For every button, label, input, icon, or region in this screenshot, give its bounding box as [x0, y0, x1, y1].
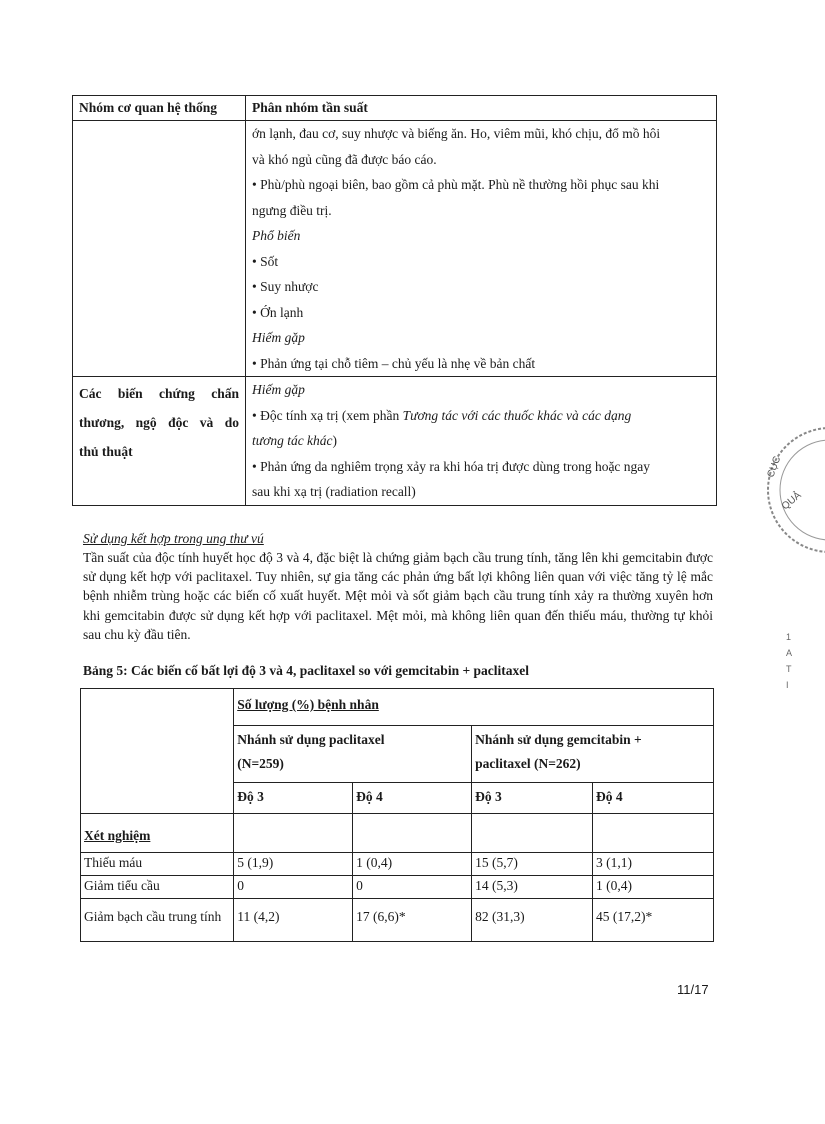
list-item: • Sốt — [252, 253, 279, 269]
table-title: Bảng 5: Các biến cố bất lợi độ 3 và 4, paclitaxel so với gemcitabin + paclitaxel — [83, 663, 530, 678]
grade-header: Độ 4 — [593, 783, 714, 814]
list-item: • Phản ứng tại chỗ tiêm – chủ yếu là nhẹ về bản chất — [252, 355, 536, 371]
list-item: • Ớn lạnh — [252, 304, 304, 320]
frequency-cell — [246, 121, 717, 377]
adverse-reactions-table — [72, 95, 717, 506]
frequency-label-common: Phổ biến — [252, 228, 301, 243]
stamp-text: CỤC — [765, 454, 784, 480]
grade-header: Độ 3 — [472, 783, 593, 814]
row-label: Giảm bạch cầu trung tính — [81, 899, 234, 942]
list-item — [252, 403, 710, 429]
stamp-inner-ring — [780, 440, 825, 540]
row-label: Thiếu máu — [81, 853, 234, 876]
value-cell: 17 (6,6)* — [353, 899, 472, 942]
value-cell: 3 (1,1) — [593, 853, 714, 876]
arm-combination-header — [472, 726, 714, 783]
table-row — [81, 853, 714, 876]
value-cell: 82 (31,3) — [472, 899, 593, 942]
table-row — [81, 899, 714, 942]
empty-cell — [234, 814, 353, 853]
margin-mark: T — [786, 664, 792, 674]
value-cell: 0 — [234, 876, 353, 899]
grade-header: Độ 4 — [353, 783, 472, 814]
table-row — [81, 876, 714, 899]
cell-line: ớn lạnh, đau cơ, suy nhược và biếng ăn. Ho, viêm mũi, khó chịu, đổ mồ hôi — [252, 126, 661, 141]
page-number: 11/17 — [677, 982, 709, 997]
arm-line: (N=259) — [237, 756, 284, 771]
row-label: Giảm tiểu cầu — [81, 876, 234, 899]
system-organ-class-cell — [73, 377, 246, 506]
group-line: thủ thuật — [79, 444, 133, 459]
margin-mark: I — [786, 680, 789, 690]
cell-line: ngưng điều trị. — [252, 202, 332, 218]
value-cell: 5 (1,9) — [234, 853, 353, 876]
table-row — [73, 377, 717, 506]
patients-header: Số lượng (%) bệnh nhân — [234, 689, 714, 726]
arm-line: Nhánh sử dụng paclitaxel — [237, 732, 385, 747]
cross-reference: tương tác khác — [252, 433, 333, 448]
list-item: • Suy nhược — [252, 279, 319, 294]
margin-mark: A — [786, 648, 793, 658]
empty-cell — [472, 814, 593, 853]
text-run: ) — [332, 433, 338, 448]
value-cell: 15 (5,7) — [472, 853, 593, 876]
empty-cell — [593, 814, 714, 853]
text-run: • Độc tính xạ trị (xem phần — [252, 407, 403, 423]
group-line: thương, ngộ độc và do — [79, 415, 239, 430]
frequency-label-rare: Hiếm gặp — [252, 382, 305, 397]
list-item-continued: sau khi xạ trị (radiation recall) — [252, 484, 416, 499]
value-cell: 1 (0,4) — [593, 876, 714, 899]
cross-reference: Tương tác với các thuốc khác và các dạng — [402, 407, 632, 423]
value-cell: 45 (17,2)* — [593, 899, 714, 942]
group-line: Các biến chứng chấn — [79, 386, 239, 401]
header-frequency-group: Phân nhóm tần suất — [246, 96, 717, 121]
official-stamp — [755, 420, 825, 560]
arm-line: Nhánh sử dụng gemcitabin + — [475, 732, 642, 747]
section-title: Sử dụng kết hợp trong ung thư vú — [83, 531, 264, 546]
empty-cell — [353, 814, 472, 853]
arm-paclitaxel-header — [234, 726, 472, 783]
value-cell: 14 (5,3) — [472, 876, 593, 899]
grade-header: Độ 3 — [234, 783, 353, 814]
value-cell: 0 — [353, 876, 472, 899]
frequency-label-rare: Hiếm gặp — [252, 330, 305, 345]
margin-mark: 1 — [786, 632, 792, 642]
value-cell: 11 (4,2) — [234, 899, 353, 942]
table-row — [73, 121, 717, 377]
empty-corner-cell — [81, 689, 234, 814]
empty-group-cell — [73, 121, 246, 377]
section-paragraph: Tần suất của độc tính huyết học độ 3 và 4, đặc biệt là chứng giảm bạch cầu trung tính, tăng lên khi gemcitabin được sử dụng kết hợp với paclitaxel. Tuy nhiên, sự gia tăng các phản ứng bất lợi không liên quan với việc tăng tỷ lệ mắc bệnh nhiễm trùng hoặc các biến cố xuất huyết. Mệt mỏi và sốt giảm bạch cầu trung tính xảy ra thường xuyên hơn khi gemcitabin được sử dụng kết hợp với paclitaxel. Mệt mỏi, mà không liên quan đến thiếu máu, thường tự khỏi sau chu kỳ đầu tiên. — [83, 550, 713, 642]
stamp-text: QUẢ — [779, 489, 804, 513]
list-item-continued — [252, 428, 710, 454]
list-item: • Phản ứng da nghiêm trọng xảy ra khi hóa trị được dùng trong hoặc ngay — [252, 458, 651, 474]
header-system-organ-class: Nhóm cơ quan hệ thống — [73, 96, 246, 121]
table-header-row — [73, 96, 717, 121]
cell-line: • Phù/phù ngoại biên, bao gồm cả phù mặt. Phù nề thường hồi phục sau khi — [252, 177, 660, 192]
cell-line: và khó ngủ cũng đã được báo cáo. — [252, 151, 437, 167]
grade-3-4-adverse-events-table — [80, 688, 714, 942]
table-row — [81, 689, 714, 726]
arm-line: paclitaxel (N=262) — [475, 756, 581, 771]
frequency-cell — [246, 377, 717, 506]
table-row — [81, 814, 714, 853]
value-cell: 1 (0,4) — [353, 853, 472, 876]
section-label: Xét nghiệm — [81, 814, 234, 853]
